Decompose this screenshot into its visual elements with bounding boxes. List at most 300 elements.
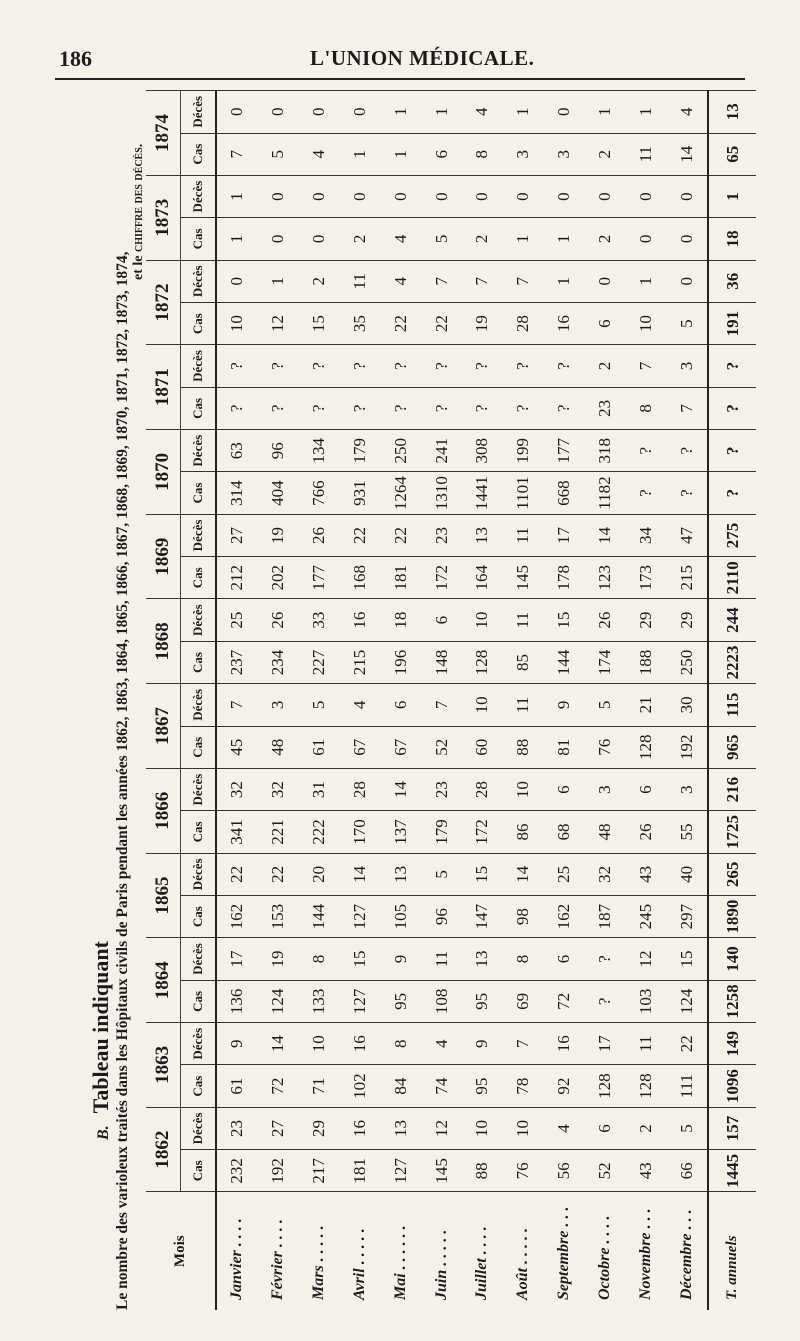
cell-deces: ? [462, 345, 503, 387]
cell-cas: 187 [584, 895, 625, 937]
cell-cas: 2 [462, 218, 503, 260]
cell-deces: 23 [216, 1107, 258, 1149]
cell-deces: 0 [666, 260, 708, 302]
cell-cas: 48 [258, 726, 299, 768]
table-body [216, 91, 756, 1311]
cell-cas: 172 [421, 557, 462, 599]
cell-deces: 4 [462, 91, 503, 134]
cell-deces: 32 [584, 853, 625, 895]
cell-cas: 1 [340, 133, 381, 175]
cell-deces: 21 [625, 684, 666, 726]
rotated-content [80, 90, 770, 1310]
cell-cas: 12 [258, 302, 299, 344]
cell-deces: 199 [503, 430, 544, 472]
cell-cas: 1182 [584, 472, 625, 514]
cell-deces: 250 [380, 430, 421, 472]
cell-deces: 7 [503, 1023, 544, 1065]
cell-deces: 7 [421, 684, 462, 726]
cell-deces: 0 [216, 91, 258, 134]
cell-cas: 133 [299, 980, 340, 1022]
cell-deces: 2 [625, 1107, 666, 1149]
cell-cas: ? [258, 387, 299, 429]
cell-cas: 127 [340, 980, 381, 1022]
subheader-cas: Cas [181, 811, 217, 853]
cell-cas: ? [216, 387, 258, 429]
cell-deces: 115 [708, 684, 756, 726]
cell-cas: 188 [625, 641, 666, 683]
cell-cas: 1890 [708, 895, 756, 937]
cell-deces: 275 [708, 514, 756, 556]
cell-cas: 11 [625, 133, 666, 175]
cell-deces: 1 [625, 91, 666, 134]
cell-deces: 1 [503, 91, 544, 134]
cell-deces: 0 [216, 260, 258, 302]
cell-deces: 12 [625, 938, 666, 980]
cell-deces: 1 [625, 260, 666, 302]
table-row [299, 91, 340, 1311]
cell-cas: 103 [625, 980, 666, 1022]
cell-cas: 10 [625, 302, 666, 344]
cell-cas: 144 [544, 641, 585, 683]
cell-cas: 164 [462, 557, 503, 599]
cell-deces: ? [216, 345, 258, 387]
cell-deces: 0 [340, 91, 381, 134]
cell-deces: 26 [584, 599, 625, 641]
cell-cas: 2 [340, 218, 381, 260]
cell-deces: 1 [421, 91, 462, 134]
cell-deces: 11 [503, 599, 544, 641]
cell-cas: 65 [708, 133, 756, 175]
cell-deces: 34 [625, 514, 666, 556]
cell-cas: 1445 [708, 1150, 756, 1192]
cell-cas: 7 [666, 387, 708, 429]
cell-deces: 9 [216, 1023, 258, 1065]
cell-deces: ? [421, 345, 462, 387]
cell-cas: 2223 [708, 641, 756, 683]
header-rule [55, 78, 745, 80]
cell-deces: 10 [462, 1107, 503, 1149]
cell-cas: 931 [340, 472, 381, 514]
cell-deces: 0 [666, 175, 708, 217]
cell-deces: 0 [584, 175, 625, 217]
cell-cas: 153 [258, 895, 299, 937]
cell-deces: 23 [421, 768, 462, 810]
cell-deces: 31 [299, 768, 340, 810]
cell-cas: 6 [421, 133, 462, 175]
cell-deces: 16 [340, 1023, 381, 1065]
cell-deces: 10 [462, 599, 503, 641]
cell-deces: 22 [666, 1023, 708, 1065]
month-label: Juin . . . . . [421, 1192, 462, 1310]
cell-cas: 92 [544, 1065, 585, 1107]
cell-deces: 4 [380, 260, 421, 302]
cell-deces: 4 [340, 684, 381, 726]
cell-deces: 10 [462, 684, 503, 726]
cell-cas: 23 [584, 387, 625, 429]
subheader-deces: Décès [181, 1023, 217, 1065]
cell-deces: 16 [340, 1107, 381, 1149]
cell-deces: 0 [584, 260, 625, 302]
cell-deces: 13 [380, 853, 421, 895]
cell-deces: 0 [544, 175, 585, 217]
cell-cas: 4 [299, 133, 340, 175]
cell-cas: 7 [216, 133, 258, 175]
cell-deces: 1 [708, 175, 756, 217]
rotated-table-area [80, 90, 770, 1310]
cell-deces: 3 [666, 768, 708, 810]
cell-deces: 11 [503, 684, 544, 726]
cell-deces: 7 [216, 684, 258, 726]
year-header: 1871 [146, 345, 181, 430]
cell-deces: 27 [216, 514, 258, 556]
column-header-mois: Mois [146, 1192, 216, 1310]
cell-cas: 1258 [708, 980, 756, 1022]
cell-deces: 13 [462, 514, 503, 556]
cell-cas: ? [584, 980, 625, 1022]
cell-deces: 19 [258, 514, 299, 556]
cell-cas: 124 [258, 980, 299, 1022]
cell-deces: 15 [666, 938, 708, 980]
cell-deces: 14 [258, 1023, 299, 1065]
cell-deces: 179 [340, 430, 381, 472]
cell-deces: 0 [544, 91, 585, 134]
table-row [666, 91, 708, 1311]
year-header: 1869 [146, 514, 181, 599]
cell-deces: 4 [421, 1023, 462, 1065]
cell-cas: 16 [544, 302, 585, 344]
cell-cas: 22 [421, 302, 462, 344]
subheader-row [181, 91, 217, 1311]
cell-deces: 22 [258, 853, 299, 895]
cell-cas: 168 [340, 557, 381, 599]
cell-cas: 1725 [708, 811, 756, 853]
cell-cas: 404 [258, 472, 299, 514]
cell-deces: 7 [421, 260, 462, 302]
cell-deces: 40 [666, 853, 708, 895]
subheader-cas: Cas [181, 641, 217, 683]
cell-cas: 177 [299, 557, 340, 599]
subheader-cas: Cas [181, 302, 217, 344]
cell-deces: 12 [421, 1107, 462, 1149]
cell-deces: 4 [544, 1107, 585, 1149]
cell-deces: 28 [462, 768, 503, 810]
cell-cas: 8 [625, 387, 666, 429]
cell-cas: 145 [421, 1150, 462, 1192]
cell-cas: 86 [503, 811, 544, 853]
cell-cas: ? [503, 387, 544, 429]
cell-cas: 245 [625, 895, 666, 937]
cell-deces: 5 [421, 853, 462, 895]
cell-cas: 234 [258, 641, 299, 683]
cell-cas: 215 [340, 641, 381, 683]
cell-cas: 1310 [421, 472, 462, 514]
cell-cas: 127 [340, 895, 381, 937]
cell-deces: 8 [380, 1023, 421, 1065]
cell-deces: 17 [544, 514, 585, 556]
cell-cas: 144 [299, 895, 340, 937]
year-header-row [146, 91, 181, 1311]
cell-deces: 32 [258, 768, 299, 810]
cell-deces: ? [340, 345, 381, 387]
subheader-deces: Décès [181, 768, 217, 810]
subheader-cas: Cas [181, 980, 217, 1022]
subheader-cas: Cas [181, 218, 217, 260]
cell-deces: 19 [258, 938, 299, 980]
subheader-deces: Décès [181, 1107, 217, 1149]
cell-deces: 29 [299, 1107, 340, 1149]
cell-cas: 192 [666, 726, 708, 768]
cell-cas: 1 [544, 218, 585, 260]
cell-cas: 5 [421, 218, 462, 260]
table-row [544, 91, 585, 1311]
cell-deces: ? [380, 345, 421, 387]
cell-deces: 36 [708, 260, 756, 302]
cell-cas: 181 [340, 1150, 381, 1192]
cell-deces: 318 [584, 430, 625, 472]
cell-deces: 14 [380, 768, 421, 810]
cell-cas: 60 [462, 726, 503, 768]
cell-cas: 111 [666, 1065, 708, 1107]
cell-cas: ? [708, 387, 756, 429]
cell-deces: 20 [299, 853, 340, 895]
month-label: Septembre . . . [544, 1192, 585, 1310]
cell-deces: 29 [625, 599, 666, 641]
cell-deces: 14 [340, 853, 381, 895]
subheader-deces: Décès [181, 514, 217, 556]
cell-deces: 7 [462, 260, 503, 302]
cell-cas: 2 [584, 218, 625, 260]
cell-deces: 11 [503, 514, 544, 556]
month-label: T. annuels [708, 1192, 756, 1310]
subheader-cas: Cas [181, 1065, 217, 1107]
subheader-cas: Cas [181, 557, 217, 599]
cell-cas: 15 [299, 302, 340, 344]
cell-cas: 72 [258, 1065, 299, 1107]
cell-deces: 0 [380, 175, 421, 217]
cell-deces: 1 [380, 91, 421, 134]
cell-deces: ? [299, 345, 340, 387]
subheader-deces: Décès [181, 938, 217, 980]
cell-cas: 1096 [708, 1065, 756, 1107]
cell-deces: 15 [544, 599, 585, 641]
cell-cas: 10 [216, 302, 258, 344]
cell-cas: ? [625, 472, 666, 514]
cell-deces: 0 [299, 91, 340, 134]
cell-deces: 7 [625, 345, 666, 387]
subheader-deces: Décès [181, 853, 217, 895]
cell-cas: ? [421, 387, 462, 429]
page-header [55, 38, 745, 86]
year-header: 1873 [146, 175, 181, 260]
cell-cas: 1101 [503, 472, 544, 514]
cell-cas: 341 [216, 811, 258, 853]
month-label: Octobre . . . . [584, 1192, 625, 1310]
month-label: Juillet . . . . [462, 1192, 503, 1310]
cell-cas: 3 [544, 133, 585, 175]
cell-deces: 0 [503, 175, 544, 217]
smallpox-table [146, 90, 756, 1310]
cell-cas: 1441 [462, 472, 503, 514]
cell-deces: 32 [216, 768, 258, 810]
cell-cas: 1 [216, 218, 258, 260]
cell-cas: 668 [544, 472, 585, 514]
year-header: 1866 [146, 768, 181, 853]
cell-deces: 25 [544, 853, 585, 895]
year-header: 1864 [146, 938, 181, 1023]
cell-cas: 124 [666, 980, 708, 1022]
cell-cas: 56 [544, 1150, 585, 1192]
subheader-cas: Cas [181, 472, 217, 514]
cell-deces: 33 [299, 599, 340, 641]
subheader-deces: Décès [181, 260, 217, 302]
cell-cas: 67 [380, 726, 421, 768]
cell-deces: 5 [666, 1107, 708, 1149]
cell-deces: 13 [708, 91, 756, 134]
cell-cas: 5 [258, 133, 299, 175]
cell-cas: 76 [584, 726, 625, 768]
cell-cas: 5 [666, 302, 708, 344]
cell-deces: 25 [216, 599, 258, 641]
subheader-deces: Décès [181, 430, 217, 472]
cell-cas: 1264 [380, 472, 421, 514]
cell-cas: 0 [299, 218, 340, 260]
cell-cas: 2110 [708, 557, 756, 599]
cell-deces: 6 [625, 768, 666, 810]
table-row [380, 91, 421, 1311]
cell-deces: 1 [584, 91, 625, 134]
cell-cas: 212 [216, 557, 258, 599]
cell-cas: 137 [380, 811, 421, 853]
cell-cas: 0 [258, 218, 299, 260]
cell-cas: 127 [380, 1150, 421, 1192]
table-row [625, 91, 666, 1311]
cell-deces: 2 [584, 345, 625, 387]
cell-cas: 78 [503, 1065, 544, 1107]
cell-cas: 96 [421, 895, 462, 937]
subheader-cas: Cas [181, 387, 217, 429]
cell-cas: 18 [708, 218, 756, 260]
cell-deces: 241 [421, 430, 462, 472]
cell-cas: 196 [380, 641, 421, 683]
cell-deces: 244 [708, 599, 756, 641]
cell-deces: 2 [299, 260, 340, 302]
cell-deces: 43 [625, 853, 666, 895]
cell-cas: 217 [299, 1150, 340, 1192]
cell-deces: 1 [216, 175, 258, 217]
year-header: 1862 [146, 1107, 181, 1192]
cell-cas: 162 [216, 895, 258, 937]
cell-deces: 308 [462, 430, 503, 472]
cell-cas: 128 [625, 1065, 666, 1107]
cell-deces: 6 [421, 599, 462, 641]
cell-cas: 227 [299, 641, 340, 683]
cell-deces: 5 [584, 684, 625, 726]
cell-deces: 14 [584, 514, 625, 556]
caption-title: Tableau indiquant [88, 941, 113, 1114]
cell-deces: 9 [544, 684, 585, 726]
cell-cas: 105 [380, 895, 421, 937]
cell-deces: 26 [299, 514, 340, 556]
month-label: Mai . . . . . . [380, 1192, 421, 1310]
cell-deces: 22 [380, 514, 421, 556]
year-header: 1865 [146, 853, 181, 938]
cell-cas: 148 [421, 641, 462, 683]
cell-cas: 6 [584, 302, 625, 344]
cell-deces: 0 [258, 91, 299, 134]
cell-cas: 965 [708, 726, 756, 768]
cell-cas: 237 [216, 641, 258, 683]
caption-description: Le nombre des varioleux traités dans les Hôpitaux civils de Paris pendant les années 1862, 1863, 1864, 1865, 1866, 1867, 1868, 1869, 1870, 1871, 1872, 1873, 1874, [114, 251, 132, 1310]
cell-cas: 202 [258, 557, 299, 599]
cell-deces: 8 [299, 938, 340, 980]
cell-cas: ? [666, 472, 708, 514]
cell-cas: 35 [340, 302, 381, 344]
table-row [340, 91, 381, 1311]
cell-cas: 85 [503, 641, 544, 683]
cell-cas: ? [299, 387, 340, 429]
cell-cas: 128 [462, 641, 503, 683]
table-row [421, 91, 462, 1311]
cell-deces: 15 [462, 853, 503, 895]
page-number: 186 [59, 46, 92, 71]
cell-deces: 18 [380, 599, 421, 641]
subheader-cas: Cas [181, 133, 217, 175]
cell-deces: 1 [258, 260, 299, 302]
cell-deces: 216 [708, 768, 756, 810]
table-row [462, 91, 503, 1311]
cell-deces: 7 [503, 260, 544, 302]
cell-deces: 10 [503, 768, 544, 810]
cell-deces: 6 [544, 768, 585, 810]
cell-deces: 9 [380, 938, 421, 980]
month-label: Décembre . . . [666, 1192, 708, 1310]
cell-cas: 221 [258, 811, 299, 853]
cell-cas: 28 [503, 302, 544, 344]
cell-cas: 162 [544, 895, 585, 937]
cell-cas: 191 [708, 302, 756, 344]
cell-deces: 96 [258, 430, 299, 472]
cell-deces: 0 [462, 175, 503, 217]
month-label: Avril . . . . . [340, 1192, 381, 1310]
cell-cas: 55 [666, 811, 708, 853]
cell-deces: 0 [625, 175, 666, 217]
cell-cas: 67 [340, 726, 381, 768]
cell-cas: 69 [503, 980, 544, 1022]
cell-deces: 13 [462, 938, 503, 980]
cell-deces: 149 [708, 1023, 756, 1065]
cell-cas: 61 [299, 726, 340, 768]
table-row [258, 91, 299, 1311]
year-header: 1872 [146, 260, 181, 345]
cell-cas: 1 [503, 218, 544, 260]
cell-deces: 23 [421, 514, 462, 556]
cell-cas: 2 [584, 133, 625, 175]
cell-deces: 27 [258, 1107, 299, 1149]
cell-cas: 173 [625, 557, 666, 599]
cell-cas: 8 [462, 133, 503, 175]
cell-deces: ? [584, 938, 625, 980]
table-row [216, 91, 258, 1311]
cell-deces: 1 [544, 260, 585, 302]
cell-deces: 17 [216, 938, 258, 980]
cell-cas: 95 [462, 1065, 503, 1107]
cell-deces: 4 [666, 91, 708, 134]
cell-deces: 15 [340, 938, 381, 980]
cell-cas: 136 [216, 980, 258, 1022]
cell-deces: 16 [544, 1023, 585, 1065]
cell-cas: 192 [258, 1150, 299, 1192]
cell-cas: 250 [666, 641, 708, 683]
